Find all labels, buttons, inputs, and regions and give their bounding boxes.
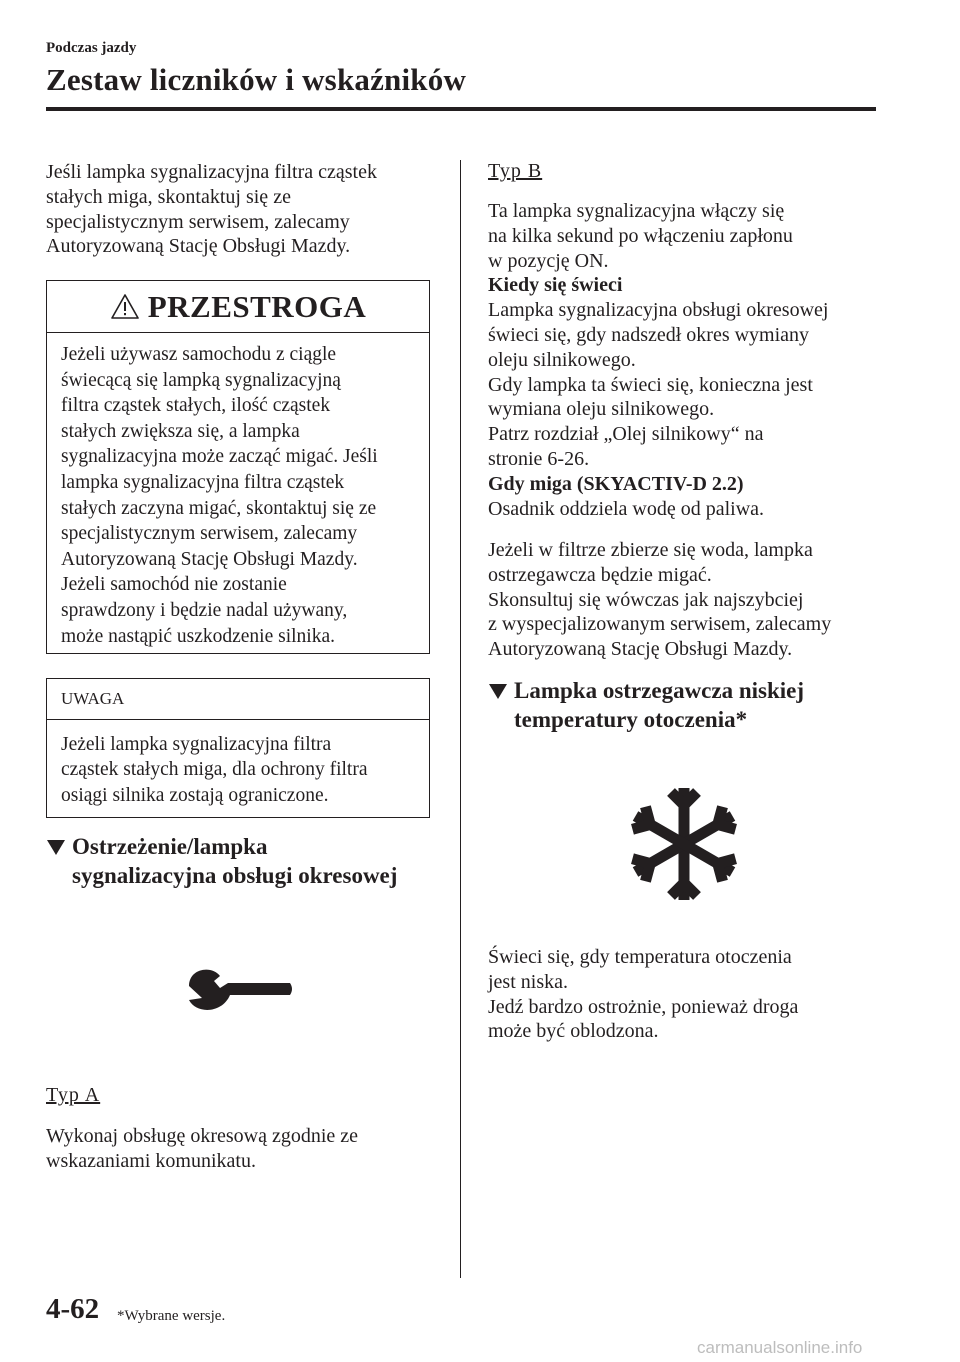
note-box bbox=[46, 678, 430, 818]
when-blinking-label: Gdy miga (SKYACTIV-D 2.2) bbox=[488, 472, 744, 495]
caution-box bbox=[46, 280, 430, 654]
wrench-icon bbox=[186, 962, 294, 1016]
note-text: Jeżeli lampka sygnalizacyjna filtra cząstek stałych miga, dla ochrony filtra osiągi silnika zostają ograniczone. bbox=[61, 734, 368, 806]
type-a-text: Wykonaj obsługę okresową zgodnie ze wskazaniami komunikatu. bbox=[46, 1125, 359, 1172]
page-title: Zestaw liczników i wskaźników bbox=[46, 62, 467, 97]
section-label: Podczas jazdy bbox=[46, 40, 137, 56]
caution-text: Jeżeli używasz samochodu z ciągle świecącą się lampką sygnalizacyjną filtra cząstek stałych, ilość cząstek stałych zwiększa się, a lampka sygnalizacyjna może zacząć migać. Jeśli lampka sygnalizacyjna filtra cząstek stałych zaczyna migać, skontaktuj się ze specjalistycznym serwisem, zalecamy Autoryzowaną Stację Obsługi Mazdy. Jeżeli samochód nie zostanie sprawdzony i będzie nadal używany, może nastąpić uszkodzenie silnika. bbox=[61, 344, 378, 647]
caution-title: PRZESTROGA bbox=[147, 288, 367, 324]
intro-paragraph: Jeśli lampka sygnalizacyjna filtra cząstek stałych miga, skontaktuj się ze specjalistycznym serwisem, zalecamy Autoryzowaną Stację Obsługi Mazdy. bbox=[46, 161, 377, 258]
note-header: UWAGA bbox=[47, 679, 429, 720]
type-b-text: Ta lampka sygnalizacyjna włączy się na kilka sekund po włączeniu zapłonu w pozycję ON. Kiedy się świeci Lampka sygnalizacyjna obsługi okresowej świeci się, gdy nadszedł okres wymiany oleju silnikowego. Gdy lampka ta świeci się, konieczna jest wymiana oleju silnikowego. Patrz rozdział „Olej silnikowy“ na stronie 6-26. Gdy miga (SKYACTIV-D 2.2) Osadnik oddziela wodę od paliwa. bbox=[488, 199, 888, 521]
page-number: 4-62 bbox=[46, 1293, 100, 1325]
footnote: *Wybrane wersje. bbox=[117, 1308, 226, 1324]
triangle-bullet-icon bbox=[46, 839, 66, 856]
type-a-label: Typ A bbox=[46, 1084, 101, 1106]
water-separator-text: Jeżeli w filtrze zbierze się woda, lampka ostrzegawcza będzie migać. Skonsultuj się wówczas jak najszybciej z wyspecjalizowanym serwisem, zalecamy Autoryzowaną Stację Obsługi Mazdy. bbox=[488, 539, 832, 661]
warning-triangle-icon bbox=[110, 293, 140, 320]
column-divider bbox=[460, 160, 461, 1278]
low-temp-text: Świeci się, gdy temperatura otoczenia jest niska. Jedź bardzo ostrożnie, ponieważ droga może być oblodzona. bbox=[488, 946, 799, 1043]
snowflake-icon bbox=[622, 782, 746, 906]
when-lit-label: Kiedy się świeci bbox=[488, 274, 623, 297]
triangle-bullet-icon bbox=[488, 683, 508, 700]
watermark: carmanualsonline.info bbox=[697, 1338, 863, 1357]
type-b-label: Typ B bbox=[488, 160, 543, 182]
caution-header bbox=[47, 281, 429, 333]
title-rule bbox=[46, 107, 876, 111]
